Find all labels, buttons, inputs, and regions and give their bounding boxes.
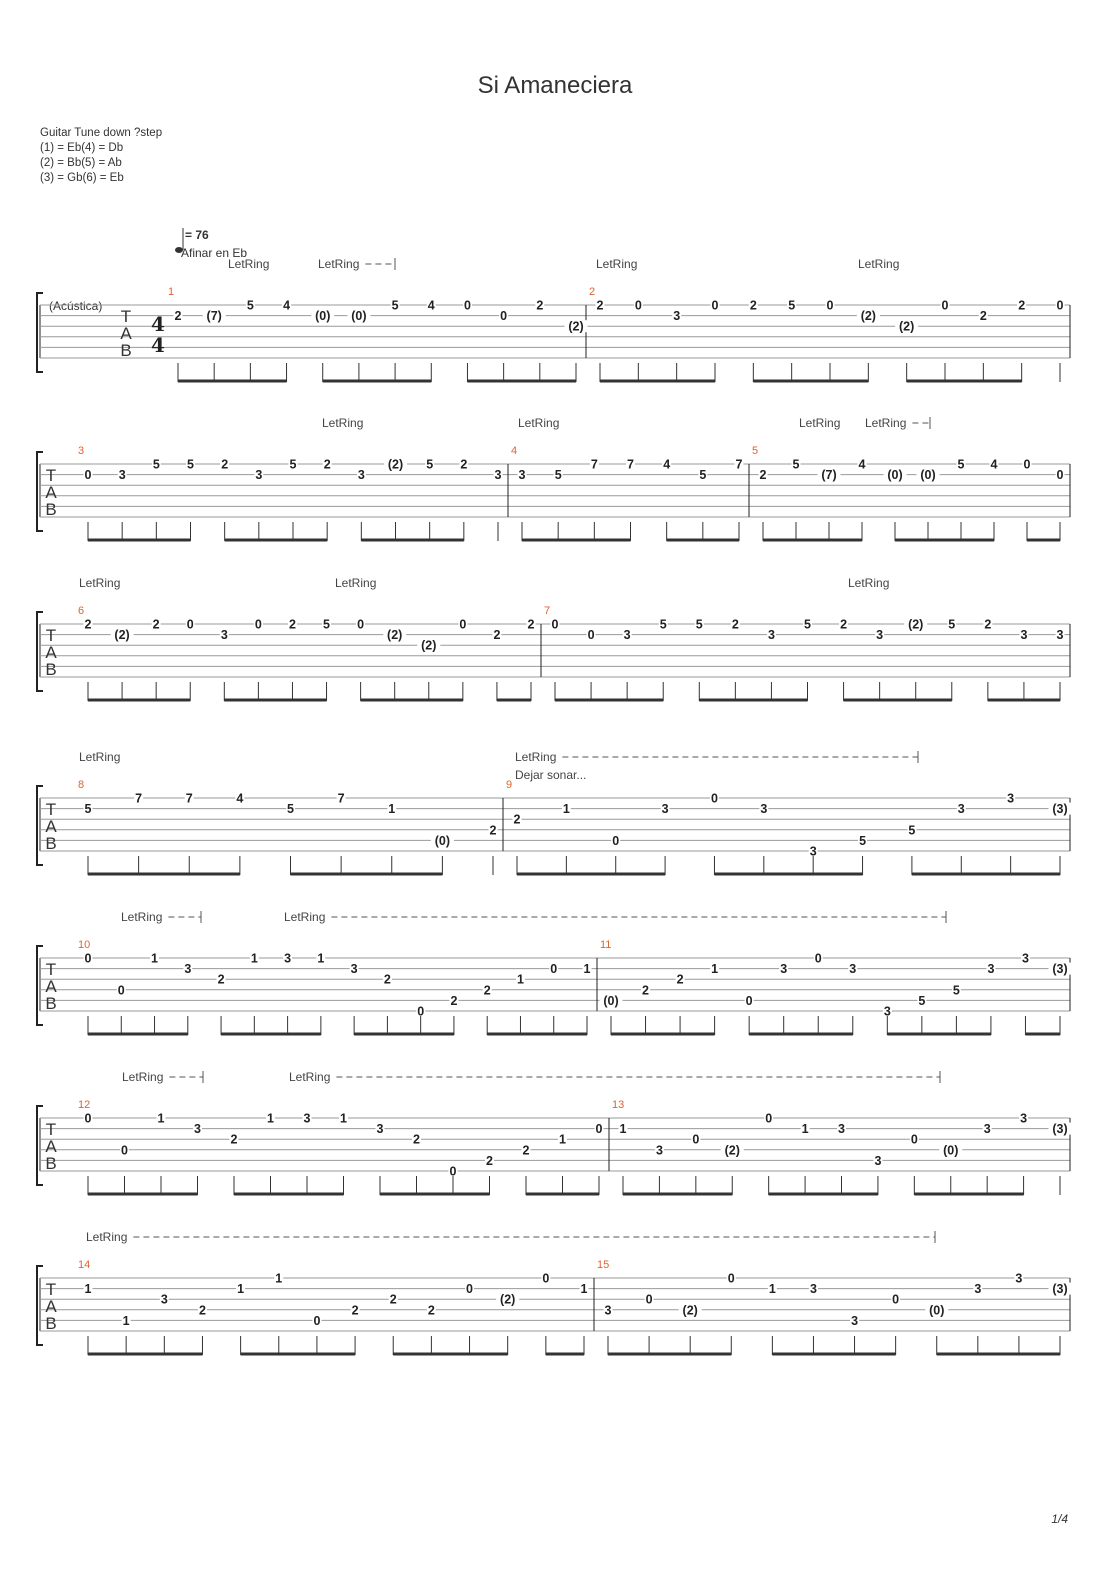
fret-number: 3 — [851, 1313, 859, 1328]
fret-number: 4 — [427, 298, 435, 313]
fret-number: (7) — [821, 468, 837, 483]
measure-number: 10 — [78, 939, 91, 951]
fret-number: 2 — [759, 468, 767, 483]
fret-number: 3 — [184, 962, 192, 977]
tab-clef-letter: A — [45, 483, 57, 502]
fret-number: 2 — [536, 298, 544, 313]
fret-number: 3 — [284, 951, 292, 966]
fret-number: 1 — [559, 1132, 566, 1147]
fret-number: 0 — [1056, 298, 1064, 313]
fret-number: 0 — [941, 298, 949, 313]
fret-number: 5 — [659, 617, 667, 632]
fret-number: 0 — [1056, 468, 1064, 483]
fret-number: 2 — [513, 812, 521, 827]
fret-number: 3 — [661, 802, 669, 817]
fret-number: 0 — [466, 1282, 474, 1297]
page-number: 1/4 — [1051, 1512, 1068, 1526]
let-ring-label: LetRing — [848, 576, 890, 590]
let-ring-label: LetRing — [865, 416, 907, 430]
fret-number: 3 — [1056, 628, 1064, 643]
fret-number: (2) — [114, 628, 130, 643]
fret-number: 0 — [711, 298, 719, 313]
fret-number: 3 — [838, 1122, 845, 1137]
fret-number: 2 — [389, 1292, 397, 1307]
fret-number: 3 — [518, 468, 526, 483]
fret-number: 3 — [1020, 1111, 1028, 1126]
fret-number: 2 — [413, 1132, 420, 1147]
fret-number: 0 — [745, 993, 753, 1008]
fret-number: 2 — [486, 1153, 493, 1168]
tab-clef-letter: B — [45, 994, 57, 1013]
fret-number: (0) — [929, 1303, 945, 1318]
fret-number: 0 — [84, 468, 92, 483]
measure-number: 11 — [600, 939, 612, 951]
fret-number: 2 — [230, 1132, 238, 1147]
let-ring-label: LetRing — [122, 1070, 164, 1084]
fret-number: 2 — [676, 972, 684, 987]
fret-number: 0 — [765, 1111, 773, 1126]
let-ring-label: LetRing — [335, 576, 377, 590]
fret-number: (2) — [908, 617, 924, 632]
measure-number: 6 — [78, 605, 85, 617]
fret-number: (2) — [568, 319, 584, 334]
let-ring-label: LetRing — [318, 257, 360, 271]
time-signature-top: 4 — [151, 312, 165, 336]
fret-number: (2) — [860, 309, 876, 324]
fret-number: 2 — [749, 298, 757, 313]
fret-number: 3 — [987, 962, 995, 977]
tab-clef-letter: B — [45, 660, 57, 679]
fret-number: 0 — [117, 983, 125, 998]
tab-clef-letter: T — [45, 466, 57, 485]
tab-clef-letter: A — [45, 977, 57, 996]
tab-clef-letter: T — [45, 1120, 57, 1139]
tab-clef-letter: T — [120, 307, 132, 326]
fret-number: 2 — [383, 972, 391, 987]
fret-number: 0 — [910, 1132, 918, 1147]
fret-number: 2 — [1018, 298, 1026, 313]
tab-clef-letter: B — [45, 1314, 57, 1333]
fret-number: 0 — [121, 1143, 128, 1158]
tab-clef-letter: B — [45, 1154, 57, 1173]
tempo-note-text: Afinar en Eb — [181, 246, 248, 260]
measure-number: 9 — [506, 779, 513, 791]
fret-number: 1 — [768, 1282, 776, 1297]
measure-number: 15 — [597, 1259, 610, 1271]
fret-number: 3 — [1020, 628, 1028, 643]
fret-number: 2 — [84, 617, 92, 632]
fret-number: 2 — [450, 993, 458, 1008]
fret-number: 3 — [1021, 951, 1029, 966]
fret-number: 1 — [84, 1282, 92, 1297]
let-ring-label: LetRing — [284, 910, 326, 924]
fret-number: 2 — [217, 972, 225, 987]
fret-number: 5 — [391, 298, 399, 313]
fret-number: 1 — [122, 1313, 130, 1328]
fret-number: 2 — [174, 309, 182, 324]
fret-number: 3 — [604, 1303, 612, 1318]
fret-number: 2 — [493, 628, 501, 643]
fret-number: 2 — [288, 617, 296, 632]
fret-number: 1 — [711, 962, 719, 977]
fret-number: 2 — [152, 617, 160, 632]
let-ring-label: LetRing — [799, 416, 841, 430]
measure-number: 3 — [78, 445, 85, 457]
let-ring-label: LetRing — [322, 416, 364, 430]
fret-number: 2 — [642, 983, 650, 998]
let-ring-label: LetRing — [121, 910, 163, 924]
fret-number: 3 — [494, 468, 502, 483]
measure-number: 13 — [612, 1099, 625, 1111]
fret-number: 2 — [323, 457, 331, 472]
fret-number: (3) — [1052, 962, 1068, 977]
fret-number: 3 — [303, 1111, 311, 1126]
fret-number: 0 — [892, 1292, 900, 1307]
fret-number: 3 — [1015, 1271, 1023, 1286]
fret-number: 0 — [612, 833, 620, 848]
fret-number: 3 — [883, 1004, 891, 1019]
fret-number: 3 — [655, 1143, 663, 1158]
fret-number: 1 — [583, 962, 591, 977]
fret-number: (0) — [315, 309, 331, 324]
fret-number: (2) — [682, 1303, 698, 1318]
let-ring-label: LetRing — [86, 1230, 128, 1244]
fret-number: 1 — [580, 1282, 588, 1297]
fret-number: (0) — [887, 468, 903, 483]
fret-number: 3 — [983, 1122, 991, 1137]
fret-number: 4 — [663, 457, 671, 472]
let-ring-label: LetRing — [79, 750, 121, 764]
fret-number: (3) — [1052, 1282, 1068, 1297]
let-ring-label: LetRing — [858, 257, 900, 271]
fret-number: 3 — [160, 1292, 168, 1307]
fret-number: 1 — [562, 802, 570, 817]
measure-number: 12 — [78, 1099, 91, 1111]
tab-clef-letter: A — [45, 817, 57, 836]
fret-number: 1 — [340, 1111, 347, 1126]
fret-number: 1 — [157, 1111, 165, 1126]
time-signature-bottom: 4 — [151, 333, 165, 357]
tab-clef-letter: A — [45, 1297, 57, 1316]
fret-number: 7 — [735, 457, 743, 472]
fret-number: 0 — [727, 1271, 735, 1286]
fret-number: 2 — [460, 457, 468, 472]
let-ring-label: LetRing — [515, 750, 557, 764]
measure-number: 2 — [589, 286, 596, 298]
let-ring-label: LetRing — [289, 1070, 331, 1084]
fret-number: 0 — [417, 1004, 425, 1019]
fret-number: 3 — [760, 802, 768, 817]
fret-number: 2 — [483, 983, 491, 998]
let-ring-label: LetRing — [79, 576, 121, 590]
fret-number: 7 — [337, 791, 345, 806]
fret-number: (7) — [206, 309, 222, 324]
fret-number: 5 — [187, 457, 194, 472]
fret-number: (2) — [421, 638, 437, 653]
tab-clef-letter: T — [45, 626, 57, 645]
fret-number: 1 — [151, 951, 159, 966]
fret-number: (2) — [387, 457, 404, 472]
fret-number: (0) — [943, 1143, 959, 1158]
fret-number: 2 — [489, 823, 497, 838]
fret-number: 3 — [957, 802, 965, 817]
fret-number: 0 — [550, 962, 558, 977]
fret-number: 1 — [619, 1122, 627, 1137]
fret-number: 1 — [801, 1122, 809, 1137]
fret-number: 0 — [84, 951, 92, 966]
fret-number: (2) — [387, 628, 403, 643]
tab-clef-letter: A — [45, 1137, 57, 1156]
song-title: Si Amaneciera — [477, 72, 633, 99]
fret-number: 3 — [809, 1282, 817, 1297]
fret-number: 4 — [283, 298, 291, 313]
tab-clef-letter: T — [45, 960, 57, 979]
fret-number: 3 — [673, 309, 681, 324]
fret-number: 5 — [948, 617, 956, 632]
fret-number: 5 — [287, 802, 294, 817]
fret-number: (2) — [899, 319, 915, 334]
fret-number: 2 — [840, 617, 848, 632]
fret-number: 0 — [634, 298, 642, 313]
fret-number: 5 — [908, 823, 916, 838]
fret-number: 5 — [695, 617, 703, 632]
fret-number: 2 — [979, 309, 987, 324]
tuning-line: (2) = Bb(5) = Ab — [40, 157, 122, 169]
fret-number: 0 — [459, 617, 467, 632]
fret-number: 0 — [826, 298, 834, 313]
fret-number: 0 — [542, 1271, 550, 1286]
measure-number: 4 — [511, 445, 518, 457]
fret-number: 0 — [692, 1132, 700, 1147]
fret-number: 5 — [792, 457, 800, 472]
fret-number: 0 — [449, 1164, 457, 1179]
fret-number: 2 — [221, 457, 229, 472]
fret-number: 0 — [500, 309, 508, 324]
fret-number: 3 — [118, 468, 126, 483]
fret-number: 5 — [859, 833, 867, 848]
fret-number: 5 — [323, 617, 331, 632]
measure-number: 8 — [78, 779, 85, 791]
instrument-label: (Acústica) — [49, 299, 103, 313]
fret-number: 3 — [876, 628, 884, 643]
fret-number: 0 — [814, 951, 822, 966]
fret-number: 1 — [388, 802, 396, 817]
fret-number: 0 — [551, 617, 559, 632]
fret-number: (0) — [603, 993, 619, 1008]
fret-number: (0) — [920, 468, 936, 483]
fret-number: 0 — [357, 617, 365, 632]
fret-number: (2) — [500, 1292, 516, 1307]
fret-number: 3 — [849, 962, 857, 977]
measure-number: 14 — [78, 1259, 91, 1271]
fret-number: 0 — [313, 1313, 321, 1328]
fret-number: 1 — [275, 1271, 283, 1286]
fret-number: 0 — [587, 628, 595, 643]
fret-number: 0 — [645, 1292, 653, 1307]
fret-number: 3 — [194, 1122, 201, 1137]
measure-number: 5 — [752, 445, 759, 457]
let-ring-label: LetRing — [518, 416, 560, 430]
fret-number: 5 — [246, 298, 254, 313]
fret-number: 3 — [350, 962, 358, 977]
fret-number: 0 — [1023, 457, 1031, 472]
tab-clef-letter: B — [45, 500, 57, 519]
fret-number: 3 — [780, 962, 788, 977]
fret-number: 2 — [522, 1143, 530, 1158]
dejar-sonar-label: Dejar sonar... — [515, 768, 587, 782]
fret-number: (2) — [724, 1143, 740, 1158]
tab-clef-letter: T — [45, 1280, 57, 1299]
fret-number: 5 — [957, 457, 965, 472]
fret-number: 2 — [731, 617, 739, 632]
fret-number: 1 — [516, 972, 524, 987]
fret-number: 1 — [267, 1111, 274, 1126]
fret-number: 3 — [623, 628, 631, 643]
fret-number: 3 — [809, 844, 817, 859]
fret-number: 5 — [804, 617, 811, 632]
fret-number: 5 — [84, 802, 92, 817]
tuning-header: Guitar Tune down ?step — [40, 127, 163, 139]
fret-number: 2 — [198, 1303, 206, 1318]
fret-number: 5 — [952, 983, 960, 998]
fret-number: 7 — [590, 457, 598, 472]
fret-number: 0 — [254, 617, 262, 632]
tab-clef-letter: T — [45, 800, 57, 819]
fret-number: 1 — [317, 951, 325, 966]
measure-number: 7 — [544, 605, 551, 617]
fret-number: 3 — [767, 628, 775, 643]
fret-number: 3 — [376, 1122, 384, 1137]
fret-number: 2 — [596, 298, 604, 313]
fret-number: 5 — [918, 993, 926, 1008]
fret-number: (3) — [1052, 802, 1068, 817]
tab-clef-letter: A — [120, 324, 132, 343]
fret-number: 5 — [554, 468, 562, 483]
fret-number: 7 — [135, 791, 143, 806]
fret-number: 2 — [984, 617, 992, 632]
fret-number: 4 — [236, 791, 244, 806]
fret-number: 2 — [527, 617, 535, 632]
fret-number: 7 — [627, 457, 634, 472]
fret-number: 5 — [289, 457, 297, 472]
measure-number: 1 — [168, 286, 175, 298]
tab-clef-letter: B — [120, 341, 132, 360]
fret-number: 0 — [463, 298, 471, 313]
fret-number: 5 — [788, 298, 796, 313]
fret-number: 3 — [255, 468, 263, 483]
fret-number: 5 — [152, 457, 160, 472]
fret-number: 1 — [237, 1282, 245, 1297]
fret-number: 0 — [84, 1111, 92, 1126]
tab-clef-letter: B — [45, 834, 57, 853]
fret-number: (0) — [351, 309, 367, 324]
fret-number: 3 — [974, 1282, 982, 1297]
fret-number: 7 — [185, 791, 193, 806]
fret-number: 2 — [351, 1303, 359, 1318]
fret-number: 3 — [357, 468, 365, 483]
let-ring-label: LetRing — [228, 257, 270, 271]
tab-clef-letter: A — [45, 643, 57, 662]
fret-number: (3) — [1052, 1122, 1068, 1137]
tempo-marking: = 76 — [185, 228, 209, 242]
fret-number: 4 — [990, 457, 998, 472]
tuning-line: (3) = Gb(6) = Eb — [40, 172, 124, 184]
let-ring-label: LetRing — [596, 257, 638, 271]
fret-number: 2 — [427, 1303, 435, 1318]
fret-number: 5 — [699, 468, 707, 483]
fret-number: (0) — [434, 833, 451, 848]
fret-number: 3 — [220, 628, 228, 643]
fret-number: 4 — [858, 457, 866, 472]
fret-number: 0 — [710, 791, 718, 806]
tuning-line: (1) = Eb(4) = Db — [40, 142, 124, 154]
fret-number: 1 — [250, 951, 258, 966]
fret-number: 3 — [874, 1153, 882, 1168]
fret-number: 0 — [595, 1122, 603, 1137]
fret-number: 3 — [1007, 791, 1015, 806]
fret-number: 5 — [426, 457, 434, 472]
fret-number: 0 — [186, 617, 194, 632]
